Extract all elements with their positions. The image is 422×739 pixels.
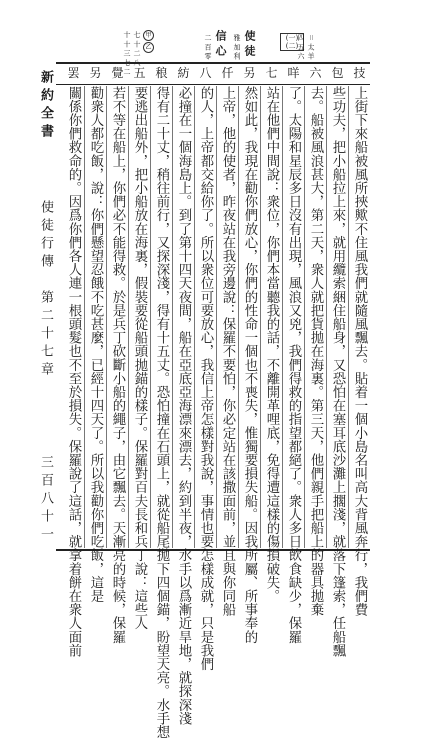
header-ref-sub-2: 二 百 零 bbox=[204, 34, 212, 60]
column-divider bbox=[326, 86, 327, 548]
column-divider bbox=[282, 86, 283, 548]
column-divider bbox=[238, 86, 239, 548]
annotation-char: 稂 bbox=[155, 66, 168, 80]
chapter-title: 使徒行傳 bbox=[38, 200, 53, 272]
column-divider bbox=[106, 86, 107, 548]
header-ref-numbers: ＝ 太 羊 bbox=[307, 34, 315, 60]
annotation-char: 罢 bbox=[67, 66, 80, 80]
annotation-char: 八 bbox=[199, 66, 212, 80]
scripture-text-body bbox=[56, 86, 370, 739]
header-ref-sub: 雅 加 利 bbox=[233, 34, 241, 60]
annotation-rule bbox=[56, 84, 370, 85]
column-divider bbox=[128, 86, 129, 548]
text-column: 得有二十丈，稍往前行，又探深淺，得有十五丈。恐怕撞在石頭上，就從船尾拋下四個錨，盼望天亮。水手想 bbox=[154, 86, 169, 739]
page-number: 三百八十一 bbox=[38, 455, 53, 545]
column-divider bbox=[172, 86, 173, 548]
header-ref-mark: (二) bbox=[285, 42, 299, 50]
text-column: 若不等在船上，你們必不能得救。於是兵丁砍斷小船的繩子，由它飄去。天漸亮的時候，保羅 bbox=[110, 86, 125, 644]
header-circle-mark-1: 甲 bbox=[143, 30, 154, 41]
column-divider bbox=[304, 86, 305, 548]
header-ref-numbers-2: 四 五 六 bbox=[297, 34, 305, 60]
text-column: 然如此，我現在勸你們放心，你們的性命一個也不喪失，惟獨要損失船。因我所屬、所事奉的 bbox=[242, 86, 257, 644]
text-column: 上帝，他的使者，昨夜站在我旁邊說：保羅不要怕，你必定站在該撒面前，並且與你同船 bbox=[220, 86, 235, 617]
column-divider bbox=[84, 86, 85, 548]
annotation-char: 五 bbox=[133, 66, 146, 80]
column-divider bbox=[194, 86, 195, 548]
annotation-char: 六 bbox=[309, 66, 322, 80]
annotation-char: 七 bbox=[265, 66, 278, 80]
annotation-char: 覺 bbox=[111, 66, 124, 80]
text-column: 些功夫，把小船拉上來，就用纜索綑住船身，又恐怕在塞耳底沙灘上擱淺，就落下篷索，任船飄 bbox=[330, 86, 345, 658]
text-column: 要逃出船外，把小船放在海裏，假裝要從船頭拋錨的樣子。保羅對百夫長和兵丁說：這些人 bbox=[132, 86, 147, 630]
text-column: 了。太陽和星辰多日沒有出現，風浪又兇，我們得救的指望都絕了。衆人多日飲食缺少，保羅 bbox=[286, 86, 301, 644]
column-divider bbox=[348, 86, 349, 548]
text-column: 關係你們救命的。因爲你們各人連一根頭髮也不至於損失。保羅說了這話，就拿着餅在衆人面前 bbox=[66, 86, 81, 658]
header-ref-numbers-left-2: 十 十 三 七 二 bbox=[123, 31, 131, 75]
annotation-char: 另 bbox=[243, 66, 256, 80]
header-ref-mark: (一) bbox=[285, 34, 299, 42]
text-column: 勸衆人都吃飯，說：你們懸望忍餓不吃甚麼，已經十四天了。所以我勸你們吃飯，這是 bbox=[88, 86, 103, 603]
annotation-char: 咩 bbox=[287, 66, 300, 80]
annotation-char: 紡 bbox=[177, 66, 190, 80]
annotation-char: 技 bbox=[353, 66, 366, 80]
column-divider bbox=[260, 86, 261, 548]
header-ref-label-faith: 信 心 bbox=[214, 30, 227, 56]
header-ref-label-apostle: 使 徒 bbox=[243, 30, 256, 56]
text-column: 站在他們中間說：衆位，你們本當聽我的話，不離開革哩底，免得遭這樣的傷損破失。 bbox=[264, 86, 279, 603]
column-divider bbox=[216, 86, 217, 548]
annotation-char: 另 bbox=[89, 66, 102, 80]
text-column: 必撞在一個海島上。到了第十四天夜間，船在亞底亞海漂來漂去，約到半夜，水手以爲漸近旱地，就探深淺 bbox=[176, 86, 191, 726]
text-column: 上街下來船被風所挾歟不住風我們就隨風飄去。貼着一個小島名叫高大背風奔行，我們費 bbox=[352, 86, 367, 617]
text-column: 的人，上帝都交給你了。所以衆位可要放心，我信上帝怎樣對我說，事情也要怎樣成就，只是我們 bbox=[198, 86, 213, 671]
chapter-number: 第二十七章 bbox=[38, 290, 53, 380]
book-title: 新約全書 bbox=[38, 70, 53, 142]
header-ref-numbers-left: 七 十 二 八 bbox=[133, 31, 141, 66]
annotation-char: 包 bbox=[331, 66, 344, 80]
text-column: 去。船被風浪甚大，第二天，衆人就把貨拋在海裏。第三天，他們親手把船上的器具拋棄 bbox=[308, 86, 323, 617]
header-circle-mark-2: 乙 bbox=[143, 42, 154, 53]
annotation-char: 仟 bbox=[221, 66, 234, 80]
column-divider bbox=[150, 86, 151, 548]
